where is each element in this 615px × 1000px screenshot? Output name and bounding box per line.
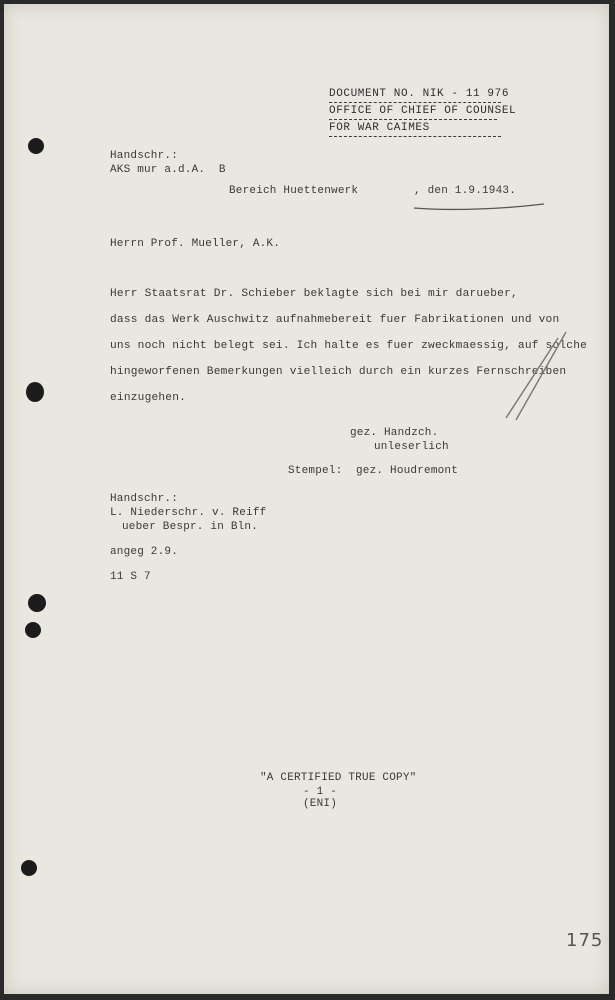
stamp-line: Stempel: gez. Houdremont [288,465,459,477]
punch-hole [28,138,44,154]
handwritten-page-number: 175 [566,930,604,951]
handschr-bottom-label: Handschr.: [110,493,179,505]
letter-date: , den 1.9.1943. [414,185,517,197]
handschr-top-label: Handschr.: [110,150,179,162]
handschr-top-value: AKS mur a.d.A. B [110,164,226,176]
document-number: DOCUMENT NO. NIK - 11 976 [329,88,510,100]
handschr-bottom-line: L. Niederschr. v. Reiff [110,507,267,519]
punch-hole [26,382,44,402]
body-line: dass das Werk Auschwitz aufnahmebereit fuer Fabrikationen und von [110,314,560,326]
pencil-slash-mark [500,326,572,424]
body-line: uns noch nicht belegt sei. Ich halte es fuer zweckmaessig, auf solche [110,340,588,352]
certified-copy: "A CERTIFIED TRUE COPY" [260,772,417,784]
punch-hole [28,594,46,612]
punch-hole [21,860,37,876]
body-line: hingeworfenen Bemerkungen vielleich durch ein kurzes Fernschreiben [110,366,567,378]
salutation: Herrn Prof. Mueller, A.K. [110,238,281,250]
document-page [4,4,609,994]
war-crimes-line: FOR WAR CAIMES [329,122,430,134]
handschr-bottom-line: ueber Bespr. in Bln. [122,521,259,533]
body-line: einzugehen. [110,392,187,404]
pencil-underline [412,200,547,214]
page-number: - 1 - [303,786,338,798]
header-underline [329,136,501,137]
department: Bereich Huettenwerk [229,185,359,197]
office-line: OFFICE OF CHIEF OF COUNSEL [329,105,517,117]
header-underline [329,119,497,120]
document-suffix: (ENI) [303,798,338,810]
body-line: Herr Staatsrat Dr. Schieber beklagte sich bei mir darueber, [110,288,518,300]
punch-hole [25,622,41,638]
signature-line: gez. Handzch. [350,427,439,439]
signature-illegible: unleserlich [374,441,449,453]
header-underline [329,102,501,103]
angeg-note: angeg 2.9. [110,546,179,558]
reference-code: 11 S 7 [110,571,151,583]
